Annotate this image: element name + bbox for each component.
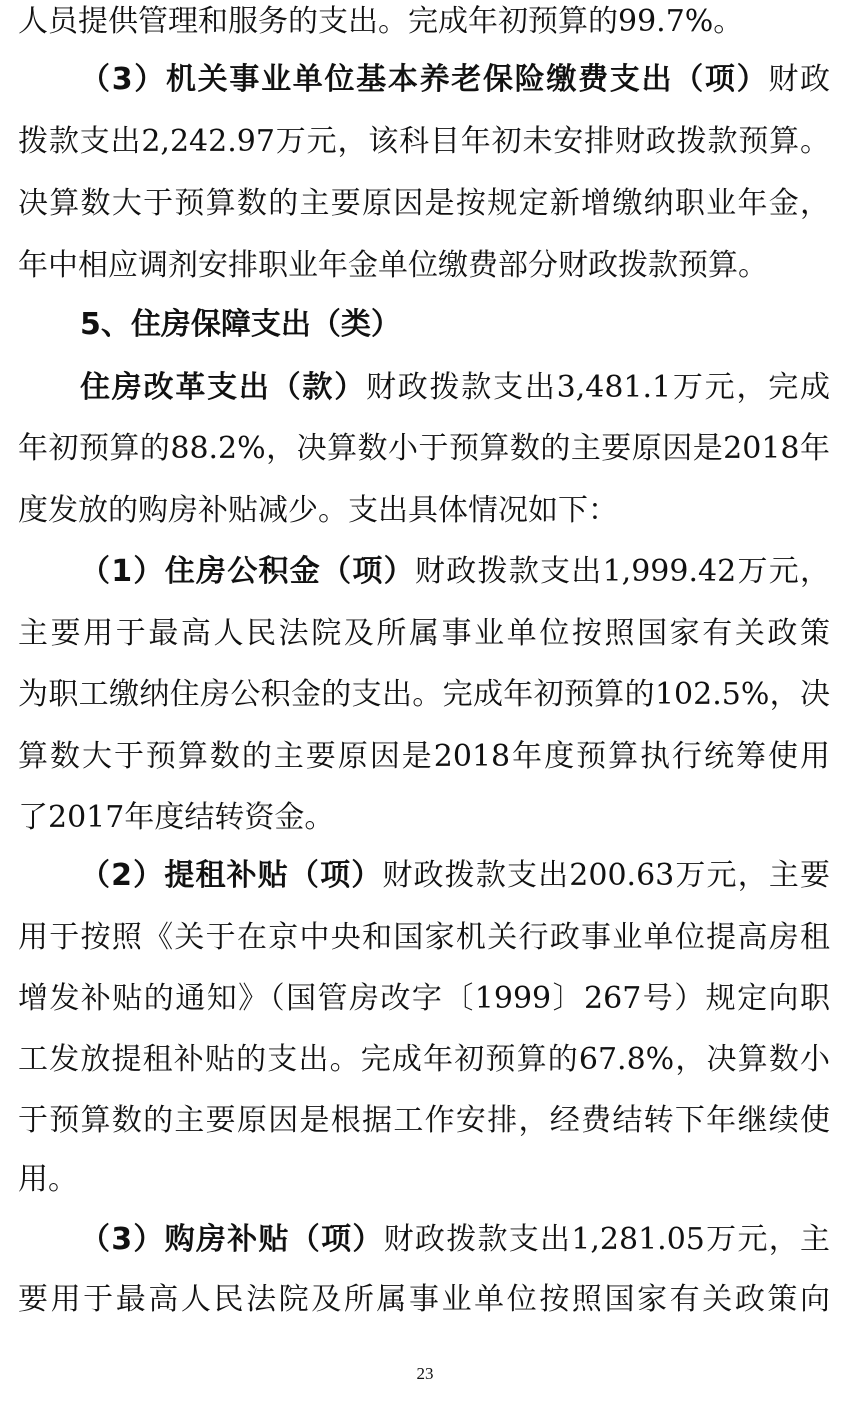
text-line-content: 度发放的购房补贴减少。支出具体情况如下： [18, 493, 618, 528]
text-line [18, 244, 830, 288]
section-heading [80, 303, 830, 347]
text-line [18, 120, 830, 164]
text-line [18, 0, 830, 44]
text-line-content: 为职工缴纳住房公积金的支出。完成年初预算的102.5%，决 [18, 677, 830, 712]
text-line [18, 1038, 830, 1082]
text-line [80, 854, 830, 898]
item-heading: （3）购房补贴（项） [80, 1222, 384, 1257]
text-line [18, 1278, 830, 1322]
text-line [18, 673, 830, 717]
text-line [18, 796, 830, 840]
text-line-content: 决算数大于预算数的主要原因是按规定新增缴纳职业年金， [18, 186, 830, 221]
item-heading: （1）住房公积金（项） [80, 554, 415, 589]
text-line-content: 财政拨款支出1,999.42万元， [414, 554, 831, 589]
text-line [18, 735, 830, 779]
text-line-content: 了2017年度结转资金。 [18, 800, 335, 835]
text-line-content: 于预算数的主要原因是根据工作安排，经费结转下年继续使 [18, 1103, 830, 1138]
page-number: 23 [416, 1364, 434, 1383]
text-line [18, 489, 830, 533]
text-line-content: 拨款支出2,242.97万元，该科目年初未安排财政拨款预算。 [18, 124, 830, 159]
text-line-content: 用。 [18, 1162, 78, 1197]
text-line-content: 工发放提租补贴的支出。完成年初预算的67.8%，决算数小 [18, 1042, 830, 1077]
text-line [18, 1158, 830, 1202]
text-line [18, 427, 830, 471]
text-line-content: 要用于最高人民法院及所属事业单位按照国家有关政策向 [18, 1282, 830, 1317]
text-line [18, 916, 830, 960]
item-heading: （2）提租补贴（项） [80, 858, 383, 893]
text-line [18, 977, 830, 1021]
text-line-content: 用于按照《关于在京中央和国家机关行政事业单位提高房租 [18, 920, 830, 955]
text-line [80, 1218, 830, 1262]
text-line-content: 年中相应调剂安排职业年金单位缴费部分财政拨款预算。 [18, 248, 768, 283]
text-line-content: 人员提供管理和服务的支出。完成年初预算的99.7%。 [18, 4, 744, 39]
text-line-content: 财政拨款支出200.63万元，主要 [382, 858, 830, 893]
text-line [18, 612, 830, 656]
text-line [80, 550, 830, 594]
section-heading-text: 5、住房保障支出（类） [80, 307, 401, 342]
text-line-content: 算数大于预算数的主要原因是2018年度预算执行统筹使用 [18, 739, 830, 774]
text-line-content: 年初预算的88.2%，决算数小于预算数的主要原因是2018年 [18, 431, 830, 466]
text-line [18, 182, 830, 226]
text-line-content: 财政 [768, 62, 831, 97]
item-heading: 住房改革支出（款） [80, 370, 366, 405]
text-line [18, 1099, 830, 1143]
text-line-content: 财政拨款支出1,281.05万元，主 [383, 1222, 830, 1257]
item-heading: （3）机关事业单位基本养老保险缴费支出（项） [80, 62, 769, 97]
text-line [80, 58, 830, 102]
text-line-content: 主要用于最高人民法院及所属事业单位按照国家有关政策 [18, 616, 830, 651]
text-line-content: 财政拨款支出3,481.1万元，完成 [365, 370, 830, 405]
text-line-content: 增发补贴的通知》（国管房改字〔1999〕267号）规定向职 [18, 981, 830, 1016]
text-line [80, 366, 830, 410]
